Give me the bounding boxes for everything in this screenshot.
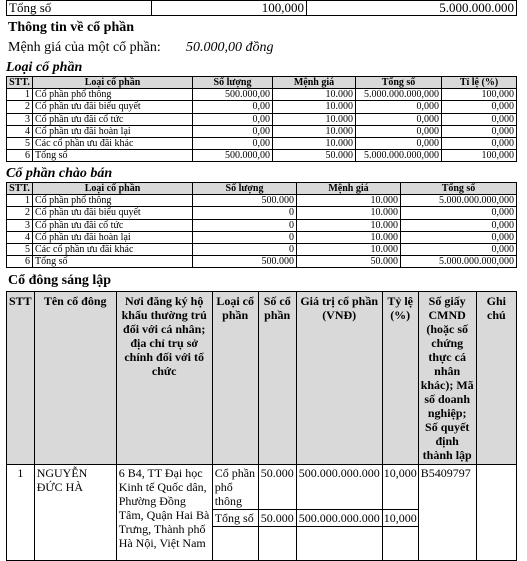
table-row: [7, 101, 517, 113]
founder-ratio-1: 10,000: [383, 511, 417, 525]
offered-shares-table: [6, 182, 517, 268]
table-row: [7, 231, 517, 243]
table-cell: Các cổ phần ưu đãi khác: [33, 138, 193, 150]
table-cell: Tổng số: [33, 256, 193, 268]
table-cell: 0,000: [356, 138, 442, 150]
col-header: Mệnh giá: [297, 183, 401, 195]
table-cell: 6: [7, 256, 33, 268]
table-cell: Cổ phần ưu đãi hoàn lại: [33, 125, 193, 137]
founder-note: [476, 465, 516, 561]
col-header: Số lượng: [193, 183, 297, 195]
founder-value-0: 500.000.000.000: [297, 465, 382, 510]
table-cell: 10.000: [297, 219, 401, 231]
founder-shares-cell: [258, 465, 296, 561]
founder-type-cell: [212, 465, 258, 561]
table-cell: 0,00: [193, 125, 273, 137]
top-summary-row: [6, 0, 517, 16]
table-cell: 0,000: [356, 113, 442, 125]
founder-ratio-0: 10,000: [383, 465, 418, 510]
founder-row: [7, 465, 517, 561]
types-title: Loại cổ phần: [6, 60, 83, 75]
table-cell: Cổ phần ưu đãi biểu quyết: [33, 101, 193, 113]
table-cell: Cổ phần phổ thông: [33, 89, 193, 101]
summary-label: Tổng số: [7, 1, 152, 16]
table-cell: 5.000.000.000,000: [401, 195, 517, 207]
share-types-table: [6, 76, 517, 162]
table-cell: 10.000: [273, 113, 356, 125]
col-header: Tỉ lệ (%): [442, 77, 517, 89]
table-cell: 6: [7, 150, 33, 162]
founder-type-0: Cổ phần phổ thông: [213, 465, 258, 510]
table-row: [7, 89, 517, 101]
table-row: [7, 219, 517, 231]
table-cell: 10.000: [297, 244, 401, 256]
col-header: STT.: [7, 183, 33, 195]
col-header: Số cổ phần: [258, 292, 296, 465]
table-cell: 100,000: [442, 150, 517, 162]
table-cell: 10.000: [297, 207, 401, 219]
table-cell: 10.000: [297, 195, 401, 207]
founder-name: NGUYỄN ĐỨC HÀ: [34, 465, 116, 561]
col-header: Loại cổ phần: [33, 77, 193, 89]
table-cell: Các cổ phần ưu đãi khác: [33, 244, 193, 256]
table-row: [7, 195, 517, 207]
table-cell: 50.000: [273, 150, 356, 162]
table-cell: 10.000: [273, 125, 356, 137]
table-row: [7, 125, 517, 137]
founder-stt: 1: [7, 465, 35, 561]
table-cell: 500.000,00: [193, 150, 273, 162]
table-cell: 0,000: [356, 125, 442, 137]
table-cell: Cổ phần ưu đãi biểu quyết: [33, 207, 193, 219]
table-cell: 0,000: [356, 101, 442, 113]
table-cell: 0,000: [442, 113, 517, 125]
table-cell: 4: [7, 231, 33, 243]
founder-shares-0: 50.000: [259, 465, 296, 510]
col-header: Số lượng: [193, 77, 273, 89]
table-cell: 0,000: [442, 125, 517, 137]
col-header: Tên cổ đông: [34, 292, 116, 465]
founders-title: Cổ đông sáng lập: [8, 273, 112, 288]
summary-mid: 100,000: [152, 1, 307, 16]
info-title: Thông tin về cổ phần: [8, 20, 135, 35]
col-header: Số giấy CMND (hoặc số chứng thực cá nhân khác); Mã số doanh nghiệp; Số quyết định thành lập: [418, 292, 476, 465]
founders-table: [6, 291, 517, 561]
table-cell: 5.000.000.000,000: [401, 256, 517, 268]
founder-address: 6 B4, TT Đại học Kinh tế Quốc dân, Phường Đồng Tâm, Quận Hai Bà Trưng, Thành phố Hà Nội, Việt Nam: [116, 465, 212, 561]
table-cell: 0,000: [401, 244, 517, 256]
founder-shares-1: 50.000: [260, 511, 294, 525]
table-cell: 3: [7, 113, 33, 125]
col-header: STT.: [7, 77, 33, 89]
table-cell: 10.000: [297, 231, 401, 243]
table-cell: 1: [7, 89, 33, 101]
table-cell: 2: [7, 101, 33, 113]
table-cell: 5.000.000.000,000: [356, 150, 442, 162]
table-cell: 500.000: [193, 195, 297, 207]
table-cell: 0: [193, 231, 297, 243]
col-header: Mệnh giá: [273, 77, 356, 89]
table-row: [7, 244, 517, 256]
table-cell: 0: [193, 207, 297, 219]
founder-ratio-cell: [382, 465, 418, 561]
table-cell: Cổ phần ưu đãi cổ tức: [33, 219, 193, 231]
table-cell: 100,000: [442, 89, 517, 101]
founder-value-1: 500.000.000.000: [298, 511, 380, 525]
table-cell: 0,000: [442, 138, 517, 150]
col-header: Loại cổ phần: [212, 292, 258, 465]
table-row: [7, 150, 517, 162]
par-value-label: Mệnh giá của một cổ phần:: [8, 40, 161, 55]
founder-value-cell: [296, 465, 382, 561]
table-cell: 0,000: [401, 207, 517, 219]
table-cell: Tổng số: [33, 150, 193, 162]
founder-type-1: Tổng số: [213, 510, 258, 527]
summary-right: 5.000.000.000: [307, 1, 517, 16]
table-row: [7, 256, 517, 268]
table-cell: 5.000.000.000,000: [356, 89, 442, 101]
table-cell: 0: [193, 244, 297, 256]
table-cell: 5: [7, 244, 33, 256]
table-cell: 50.000: [297, 256, 401, 268]
col-header: STT: [7, 292, 35, 465]
table-cell: 10.000: [273, 138, 356, 150]
col-header: Loại cổ phần: [33, 183, 193, 195]
table-cell: 10.000: [273, 89, 356, 101]
table-row: [7, 138, 517, 150]
founder-id: B5409797: [418, 465, 476, 561]
table-cell: 0,000: [442, 101, 517, 113]
col-header: Ghi chú: [476, 292, 516, 465]
table-cell: 1: [7, 195, 33, 207]
col-header: Tổng số: [356, 77, 442, 89]
col-header: Tỷ lệ (%): [382, 292, 418, 465]
table-cell: 4: [7, 125, 33, 137]
table-cell: 3: [7, 219, 33, 231]
table-cell: Cổ phần ưu đãi hoàn lại: [33, 231, 193, 243]
table-row: [7, 113, 517, 125]
col-header: Giá trị cổ phần (VNĐ): [296, 292, 382, 465]
table-row: [7, 207, 517, 219]
table-cell: 0,00: [193, 101, 273, 113]
table-cell: 0,00: [193, 113, 273, 125]
table-cell: 5: [7, 138, 33, 150]
par-value: 50.000,00 đồng: [186, 40, 274, 55]
col-header: Tổng số: [401, 183, 517, 195]
table-cell: 0,00: [193, 138, 273, 150]
col-header: Nơi đăng ký hộ khẩu thường trú đối với cá nhân; địa chỉ trụ sở chính đối với tổ chức: [116, 292, 212, 465]
table-cell: Cổ phần ưu đãi cổ tức: [33, 113, 193, 125]
table-cell: 500.000: [193, 256, 297, 268]
table-cell: 0: [193, 219, 297, 231]
table-cell: 0,000: [401, 219, 517, 231]
table-cell: 2: [7, 207, 33, 219]
table-cell: 10.000: [273, 101, 356, 113]
table-cell: Cổ phần phổ thông: [33, 195, 193, 207]
table-cell: 0,000: [401, 231, 517, 243]
table-cell: 500.000,00: [193, 89, 273, 101]
offer-title: Cổ phần chào bán: [6, 166, 113, 181]
